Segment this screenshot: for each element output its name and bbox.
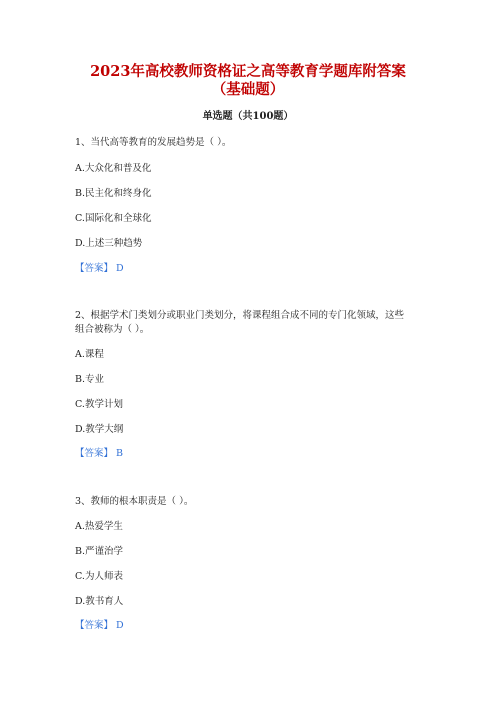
document-subtitle: （基础题） [211,81,285,98]
question-1-stem: 1、当代高等教育的发展趋势是（ ）。 [75,137,232,148]
question-1-option-c: C.国际化和全球化 [75,213,152,224]
answer-value: D [116,263,124,274]
question-2-answer [75,447,425,461]
section-heading: 单选题（共100题） [202,111,294,122]
question-3-option-d: D.教书育人 [75,596,124,607]
question-3-option-c: C.为人师表 [75,571,123,582]
answer-value: B [116,448,124,459]
question-1-option-a: A.大众化和普及化 [75,163,152,174]
question-3-option-a: A.热爱学生 [75,521,123,532]
question-2-option-c: C.教学计划 [75,399,123,410]
question-2-option-a: A.课程 [75,349,104,360]
question-3-answer [75,619,425,633]
question-3-option-b: B.严谨治学 [75,546,124,557]
question-1-answer [75,262,425,276]
question-2-option-b: B.专业 [75,374,105,385]
answer-value: D [116,620,124,631]
question-2-option-d: D.教学大纲 [75,424,124,435]
answer-label: 【答案】 [75,620,114,631]
question-3-stem: 3、教师的根本职责是（ ）。 [75,496,194,507]
question-1-option-d: D.上述三种趋势 [75,238,143,249]
question-2-stem-line-2: 组合被称为（ ）。 [75,324,150,335]
answer-label: 【答案】 [75,448,114,459]
answer-label: 【答案】 [75,263,114,274]
document-title: 2023年高校教师资格证之高等教育学题库附答案 [90,63,406,80]
question-1-option-b: B.民主化和终身化 [75,188,152,199]
question-2-stem-line-1: 2、根据学术门类划分或职业门类划分，将课程组合成不同的专门化领域，这些 [75,310,405,321]
